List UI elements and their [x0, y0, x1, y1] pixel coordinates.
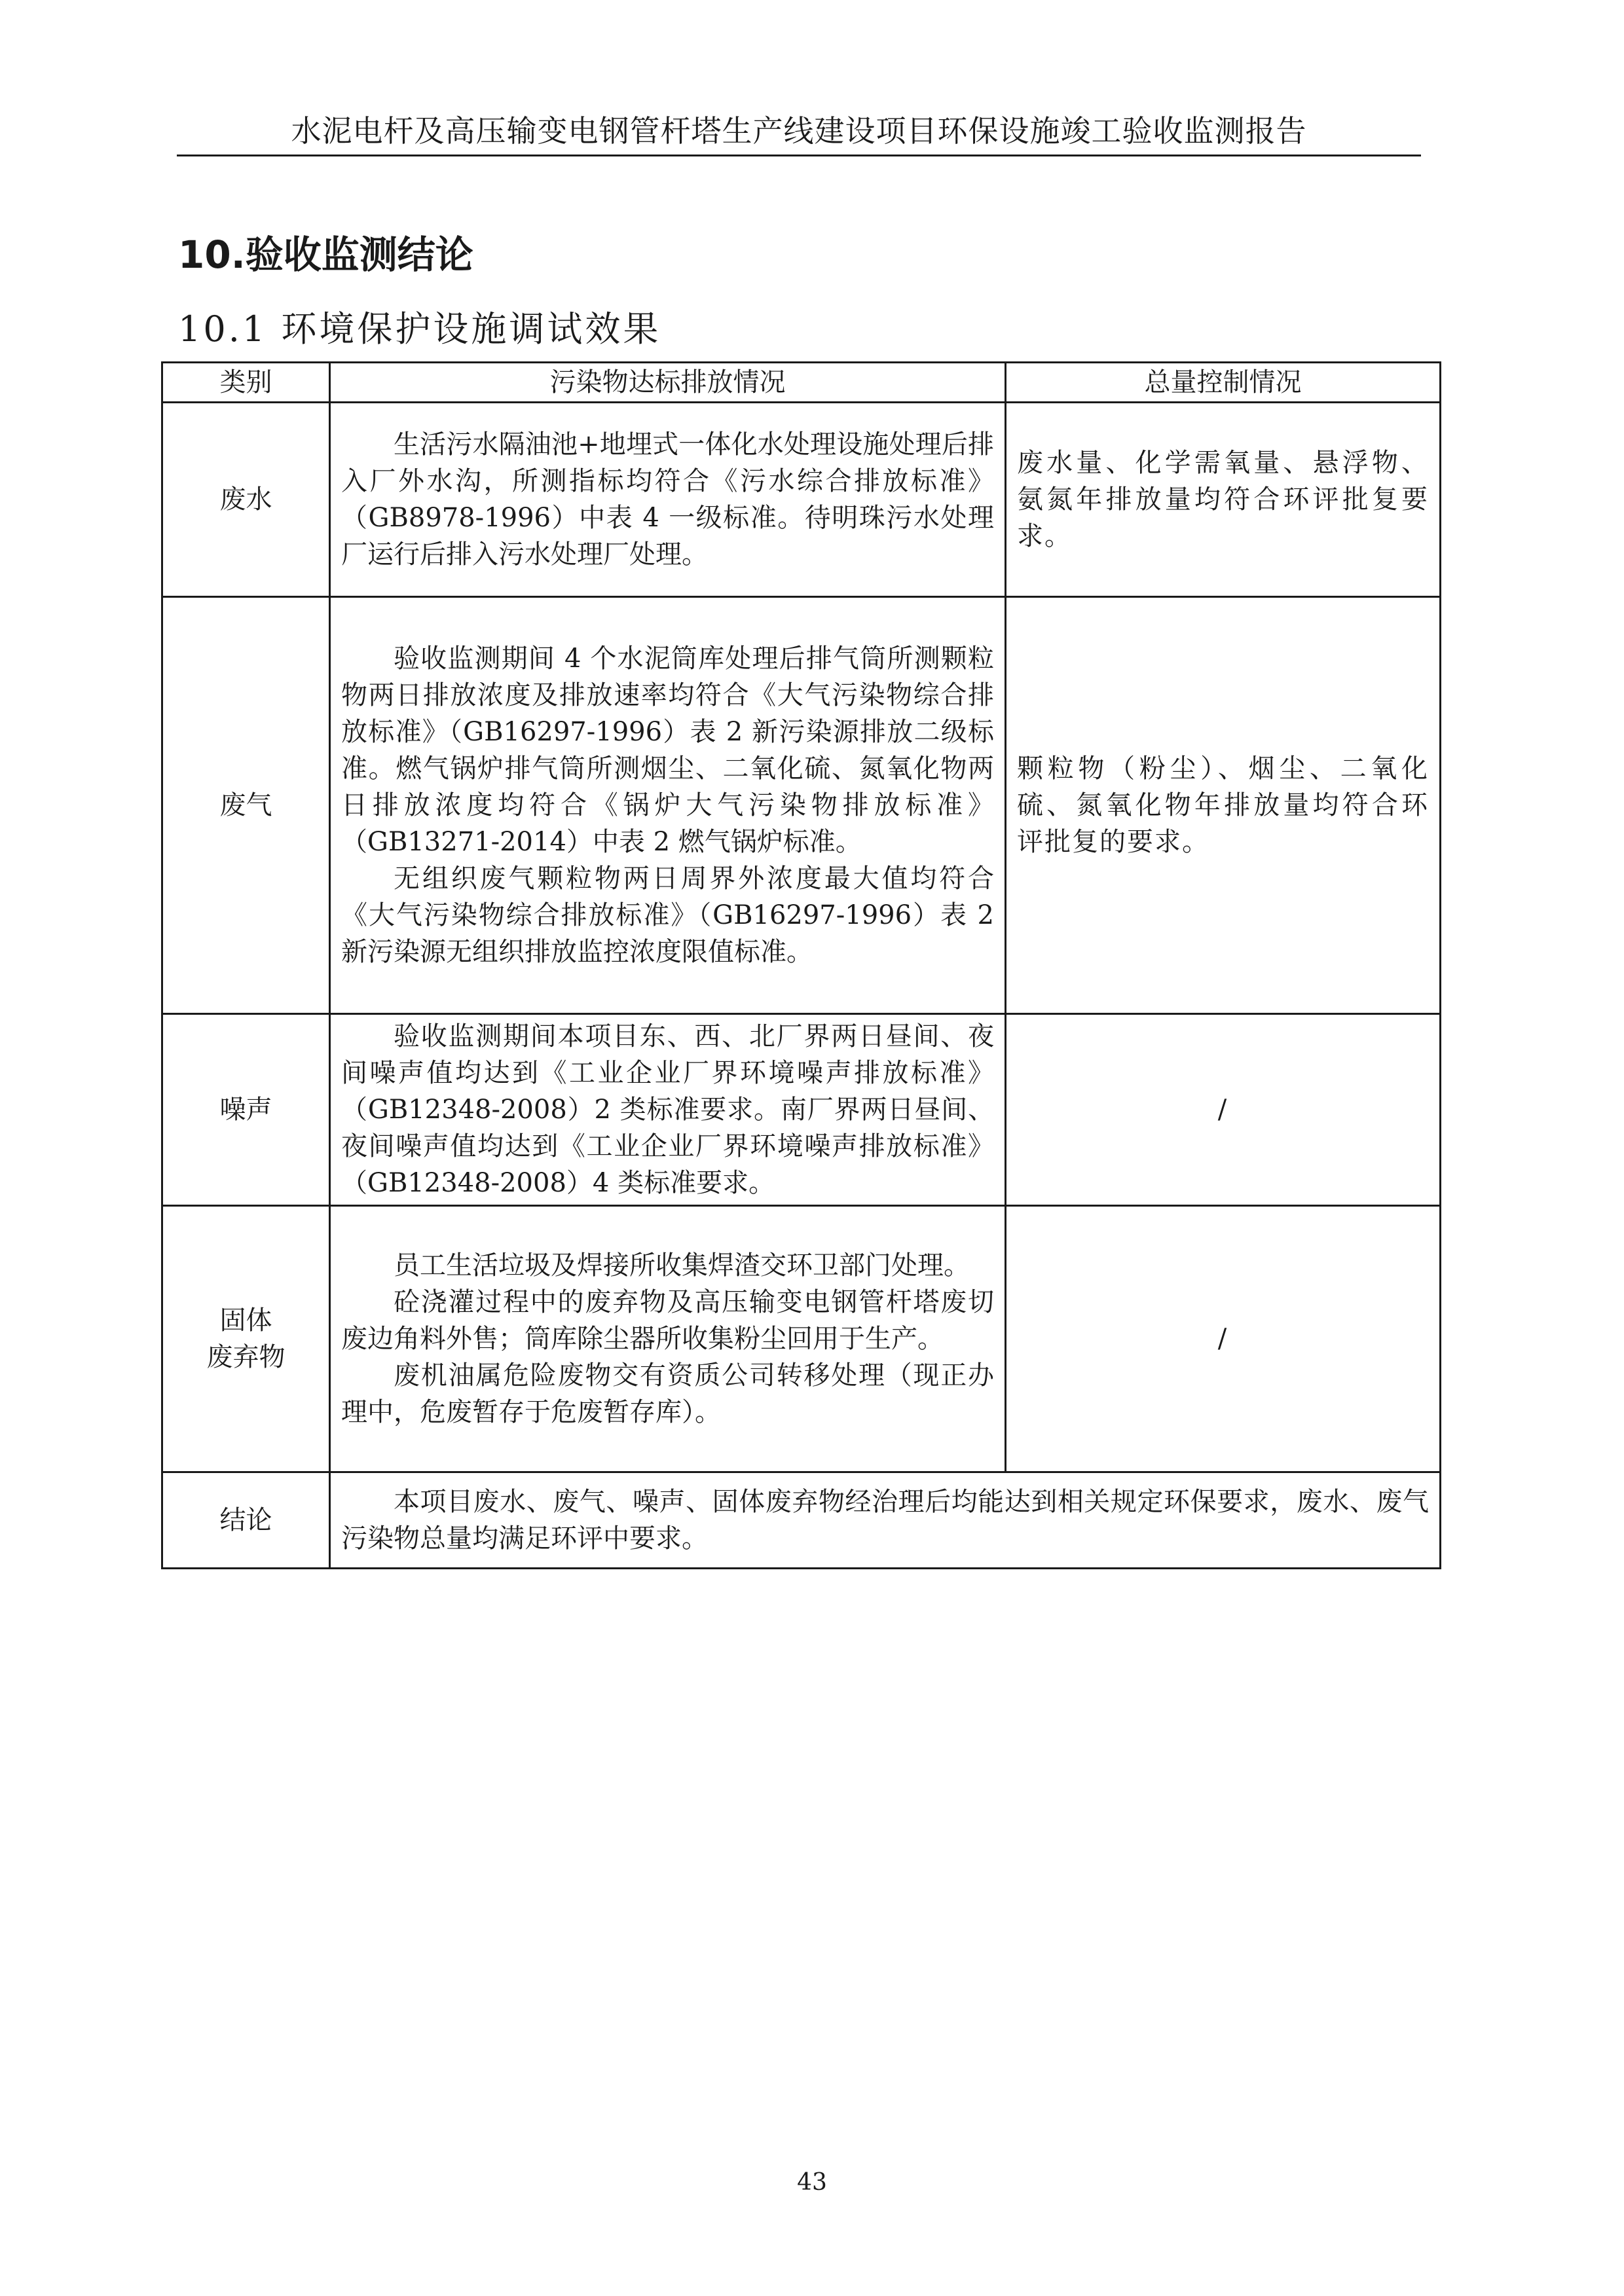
discharge-exhaust-gas	[330, 597, 1006, 1014]
discharge-exhaust-gas-paragraph-2: 无组织废气颗粒物两日周界外浓度最大值均符合《大气污染物综合排放标准》（GB16297-1996）表 2 新污染源无组织排放监控浓度限值标准。	[341, 864, 994, 967]
table-row-solid-waste	[162, 1206, 1441, 1472]
category-wastewater: 废水	[162, 403, 330, 597]
category-exhaust-gas: 废气	[162, 597, 330, 1014]
total-wastewater: 废水量、化学需氧量、悬浮物、氨氮年排放量均符合环评批复要求。	[1006, 403, 1441, 597]
header-total-control: 总量控制情况	[1006, 363, 1441, 403]
discharge-solid-waste-paragraph-3: 废机油属危险废物交有资质公司转移处理（现正办理中，危废暂存于危废暂存库）。	[341, 1360, 994, 1427]
discharge-exhaust-gas-paragraph-1: 验收监测期间 4 个水泥筒库处理后排气筒所测颗粒物两日排放浓度及排放速率均符合《大气污染物综合排放标准》（GB16297-1996）表 2 新污染源排放二级标准。燃气锅炉排气筒所测烟尘、二氧化硫、氮氧化物两日排放浓度均符合《锅炉大气污染物排放标准》（GB13271-2014）中表 2 燃气锅炉标准。	[341, 644, 994, 857]
discharge-noise	[330, 1014, 1006, 1206]
subsection-heading: 10.1 环境保护设施调试效果	[178, 308, 661, 350]
table-row-exhaust-gas	[162, 597, 1441, 1014]
section-heading: 10.验收监测结论	[178, 232, 473, 277]
category-noise: 噪声	[162, 1014, 330, 1206]
category-conclusion: 结论	[162, 1472, 330, 1569]
discharge-wastewater	[330, 403, 1006, 597]
total-noise: /	[1006, 1014, 1441, 1206]
table-row-noise	[162, 1014, 1441, 1206]
discharge-noise-paragraph: 验收监测期间本项目东、西、北厂界两日昼间、夜间噪声值均达到《工业企业厂界环境噪声排放标准》（GB12348-2008）2 类标准要求。南厂界两日昼间、夜间噪声值均达到《工业企业厂界环境噪声排放标准》（GB12348-2008）4 类标准要求。	[341, 1021, 994, 1198]
table-row-wastewater	[162, 403, 1441, 597]
header-discharge: 污染物达标排放情况	[330, 363, 1006, 403]
header-rule	[177, 155, 1421, 156]
header-category: 类别	[162, 363, 330, 403]
page-number: 43	[797, 2169, 827, 2196]
category-solid-waste-line1: 固体	[219, 1305, 272, 1336]
conclusion-text-cell	[330, 1472, 1441, 1569]
total-solid-waste: /	[1006, 1206, 1441, 1472]
discharge-solid-waste	[330, 1206, 1006, 1472]
category-solid-waste	[162, 1206, 330, 1472]
table-row-conclusion	[162, 1472, 1441, 1569]
conclusion-text: 本项目废水、废气、噪声、固体废弃物经治理后均能达到相关规定环保要求，废水、废气污染物总量均满足环评中要求。	[341, 1487, 1429, 1554]
discharge-solid-waste-paragraph-2: 砼浇灌过程中的废弃物及高压输变电钢管杆塔废切废边角料外售；筒库除尘器所收集粉尘回用于生产。	[341, 1287, 994, 1354]
monitoring-results-table	[161, 361, 1441, 1569]
category-solid-waste-line2: 废弃物	[206, 1342, 286, 1372]
report-header-title: 水泥电杆及高压输变电钢管杆塔生产线建设项目环保设施竣工验收监测报告	[291, 113, 1307, 149]
discharge-solid-waste-paragraph-1: 员工生活垃圾及焊接所收集焊渣交环卫部门处理。	[394, 1250, 970, 1281]
discharge-wastewater-paragraph: 生活污水隔油池+地埋式一体化水处理设施处理后排入厂外水沟，所测指标均符合《污水综合排放标准》（GB8978-1996）中表 4 一级标准。待明珠污水处理厂运行后排入污水处理厂处理。	[341, 429, 994, 570]
total-exhaust-gas: 颗粒物（粉尘）、烟尘、二氧化硫、氮氧化物年排放量均符合环评批复的要求。	[1006, 597, 1441, 1014]
table-header-row	[162, 363, 1441, 403]
